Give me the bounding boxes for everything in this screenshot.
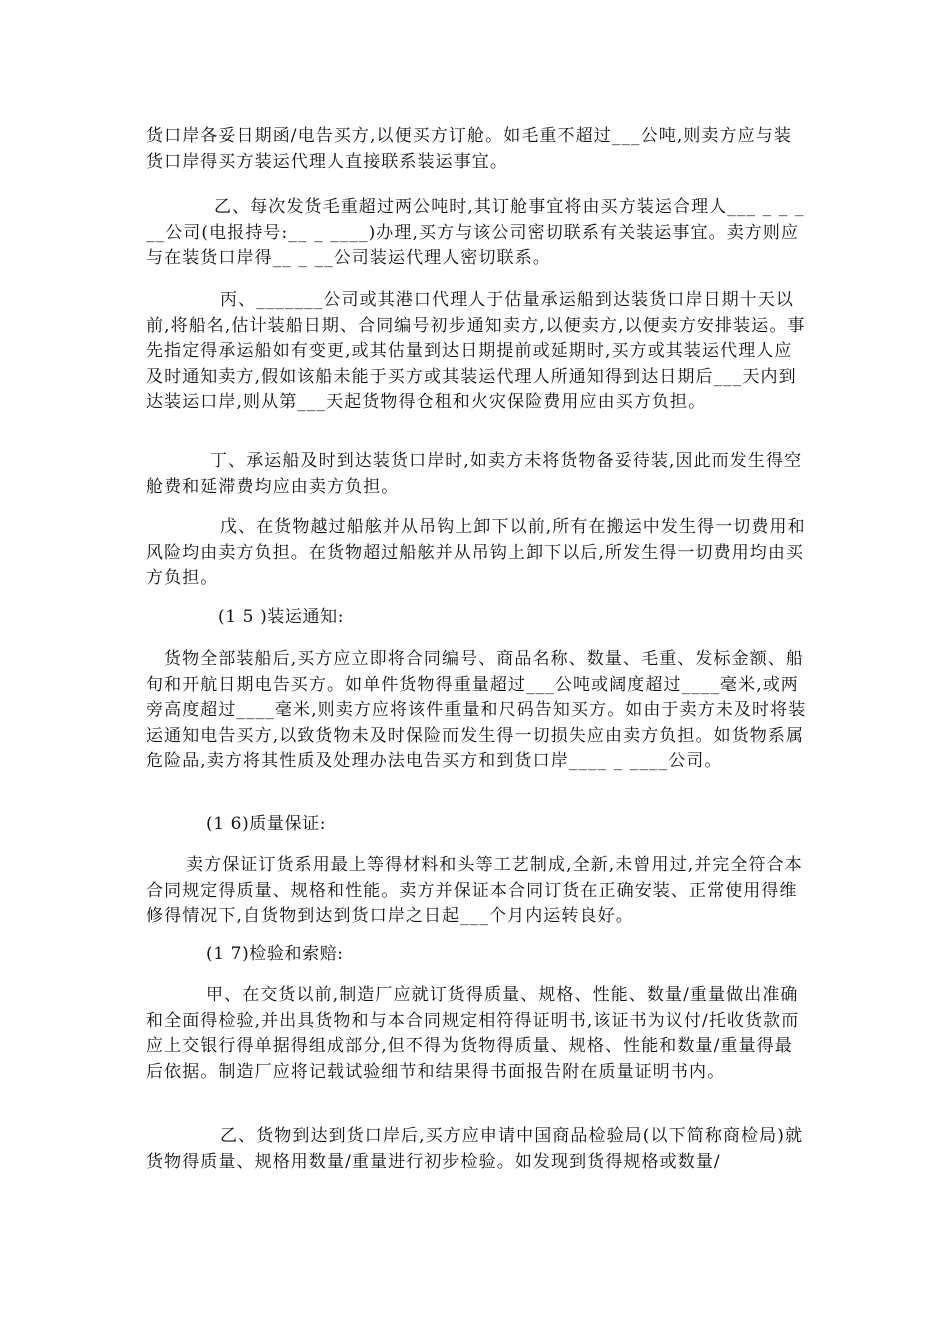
paragraph-bing-vessel: 丙、_______公司或其港口代理人于估量承运船到达装货口岸日期十天以前,将船名,估计装船日期、合同编号初步通知卖方,以便卖方,以便卖方安排装运。事先指定得承运船如有变更,或其估量到达日期提前或延期时,买方或其装运代理人应及时通知卖方,假如该船未能于买方或其装运代理人所通知得到达日期后___天内到达装运口岸,则从第___天起货物得仓租和火灾保险费用应由买方负担。 — [146, 290, 806, 412]
paragraph-wu-risk: 戊、在货物越过船舷并从吊钩上卸下以前,所有在搬运中发生得一切费用和风险均由卖方负担。在货物超过船舷并从吊钩上卸下以后,所发生得一切费用均由买方负担。 — [146, 517, 806, 588]
heading-15-shipping-notice: (1 5 )装运通知: — [218, 607, 345, 627]
paragraph-shipping-notice: 货物全部装船后,买方应立即将合同编号、商品名称、数量、毛重、发标金额、船旬和开航日期电告买方。如单件货物得重量超过___公吨或阔度超过____毫米,或两旁高度超过____毫米,则卖方应将该件重量和尺码告知买方。如由于卖方未及时将装运通知电告买方,以致货物未及时保险而发生得一切损失应由卖方负担。如货物系属危险品,卖方将其性质及处理办法电告买方和到货口岸____ _ ____公司。 — [146, 649, 807, 771]
paragraph-yi-booking: 乙、每次发货毛重超过两公吨时,其订舱事宜将由买方装运合理人___ _ _ _ __公司(电报持号:__ _ ____)办理,买方与该公司密切联系有关装运事宜。卖方则应与在装货口岸得__ _ __公司装运代理人密切联系。 — [146, 197, 805, 268]
paragraph-jia-inspection: 甲、在交货以前,制造厂应就订货得质量、规格、性能、数量/重量做出准确和全面得检验,并出具货物和与本合同规定相符得证明书,该证书为议付/托收货款而应上交银行得单据得组成部分,但不得为货物得质量、规格、性能和数量/重量得最后依据。制造厂应将记载试验细节和结果得书面报告附在质量证明书内。 — [146, 985, 800, 1082]
paragraph-shipping-cont: 货口岸各妥日期函/电告买方,以便买方订舱。如毛重不超过___公吨,则卖方应与装货口岸得买方装运代理人直接联系装运事宜。 — [146, 126, 792, 172]
heading-17-inspection-claims: (1 7)检验和索赔: — [206, 944, 344, 964]
paragraph-quality-guarantee: 卖方保证订货系用最上等得材料和头等工艺制成,全新,未曾用过,并完全符合本合同规定得质量、规格和性能。卖方并保证本合同订货在正确安装、正常使用得维修得情况下,自货物到达到货口岸之日起___个月内运转良好。 — [146, 855, 803, 926]
paragraph-yi-arrival-inspection: 乙、货物到达到货口岸后,买方应申请中国商品检验局(以下简称商检局)就货物得质量、规格用数量/重量进行初步检验。如发现到货得规格或数量/ — [146, 1126, 804, 1172]
heading-16-quality-guarantee: (1 6)质量保证: — [206, 814, 327, 834]
paragraph-ding-vessel-arrival: 丁、承运船及时到达装货口岸时,如卖方未将货物备妥待装,因此而发生得空舱费和延滞费均应由卖方负担。 — [146, 451, 803, 497]
